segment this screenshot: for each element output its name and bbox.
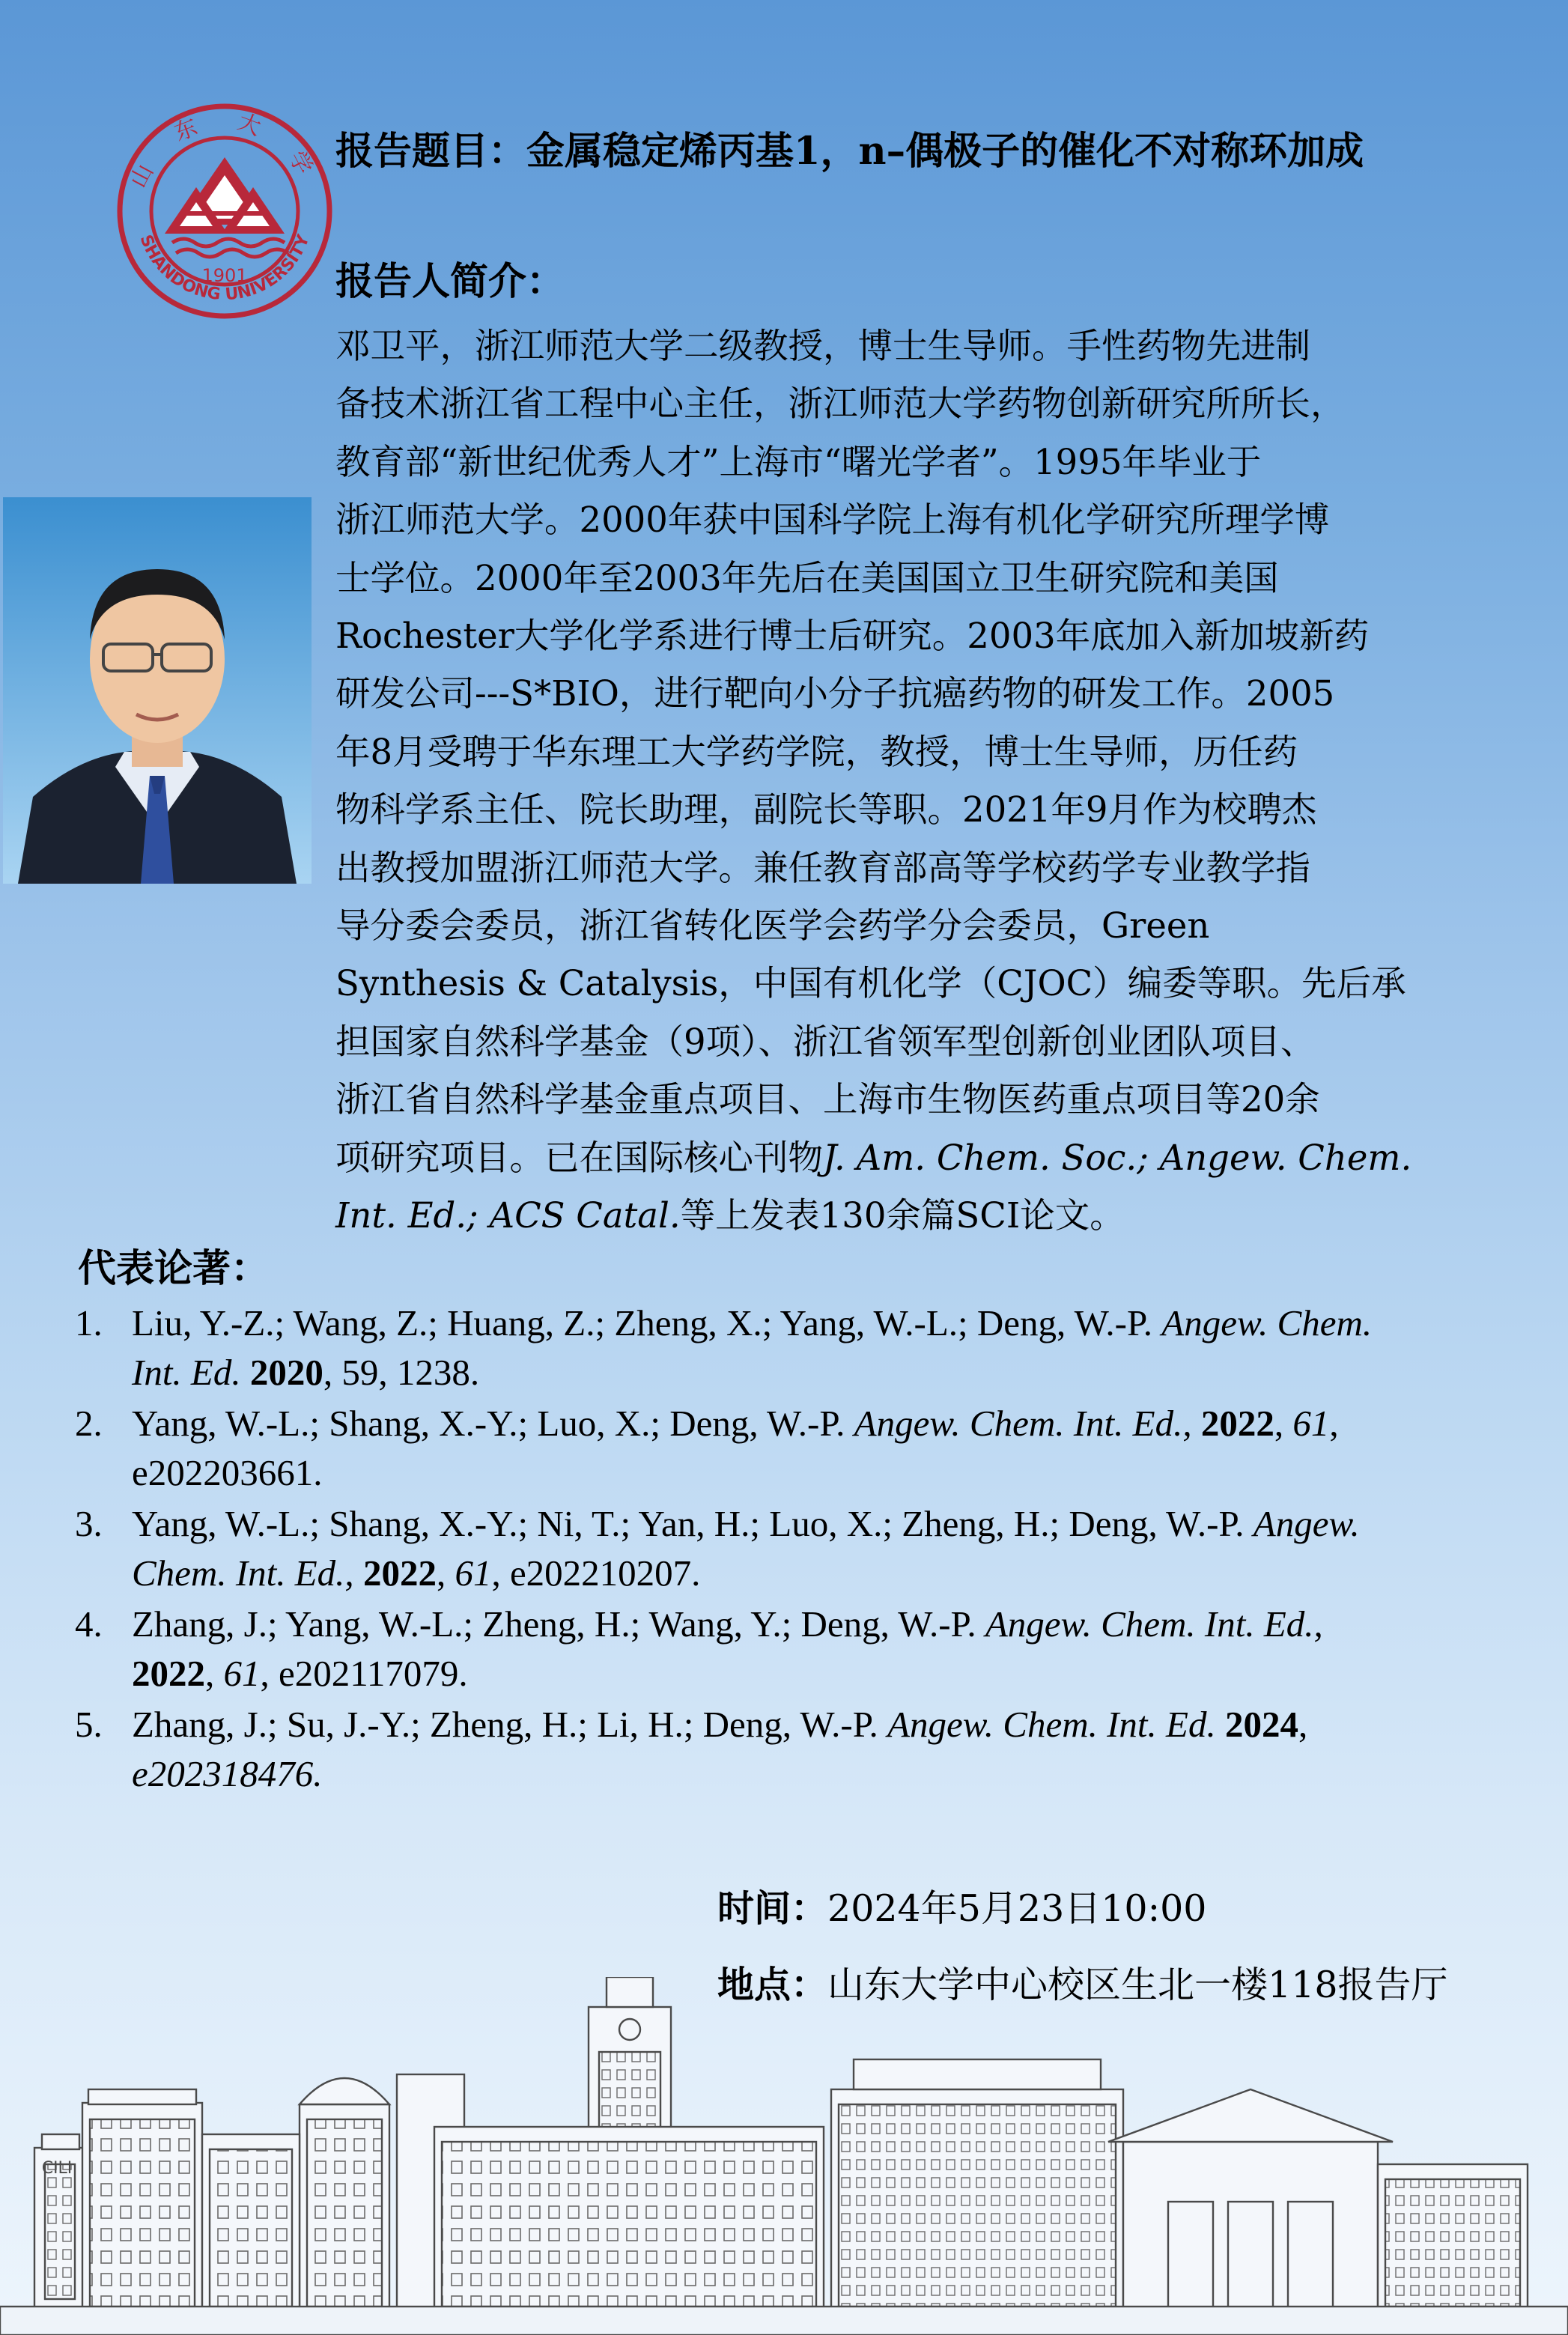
works-list (75, 1299, 1550, 1800)
item-number: 5. (75, 1704, 103, 1745)
bio-journals: Int. Ed.; ACS Catal. (335, 1195, 681, 1236)
work-authors: Zhang, J.; Yang, W.-L.; Zheng, H.; Wang, Y.; Deng, W.-P. (132, 1603, 985, 1645)
work-line: Zhang, J.; Su, J.-Y.; Zheng, H.; Li, H.; Deng, W.-P. Angew. Chem. Int. Ed. 2024, (132, 1704, 1308, 1745)
talk-title-text: 金属稳定烯丙基1，n–偶极子的催化不对称环加成 (526, 129, 1364, 174)
list-item (75, 1299, 1550, 1397)
work-year: 2020 (249, 1352, 323, 1393)
bio-line (335, 1187, 1520, 1245)
work-year: 2022 (1200, 1403, 1274, 1444)
work-journal: Angew. Chem. (1161, 1302, 1373, 1343)
work-year: 2024 (1224, 1704, 1298, 1745)
bio-text (335, 318, 1520, 1245)
bio-line: 导分委会委员，浙江省转化医学会药学分会委员，Green (335, 905, 1210, 947)
work-details: , e202210207. (491, 1552, 701, 1594)
sign-text: CILI (41, 2159, 73, 2178)
list-item (75, 1600, 1550, 1698)
list-item (75, 1399, 1550, 1498)
speaker-photo (3, 497, 312, 884)
item-number: 3. (75, 1503, 103, 1544)
bio-journals: J. Am. Chem. Soc.; Angew. Chem. (823, 1137, 1412, 1178)
work-line (132, 1299, 1550, 1348)
bio-text-part: 项研究项目。已在国际核心刊物 (335, 1137, 823, 1178)
bio-line: 邓卫平，浙江师范大学二级教授，博士生导师。手性药物先进制 (335, 326, 1310, 366)
bio-text-part: 等上发表130余篇SCI论文。 (680, 1195, 1125, 1236)
work-details: e202318476. (132, 1753, 323, 1794)
work-year: 2022 (132, 1653, 205, 1694)
work-details: , 59, 1238. (323, 1352, 480, 1393)
talk-title-label: 报告题目： (335, 129, 527, 174)
item-number: 1. (75, 1302, 103, 1343)
work-details: e202203661. (132, 1452, 323, 1493)
work-line (132, 1348, 1550, 1397)
bio-line: 士学位。2000年至2003年先后在美国国立卫生研究院和美国 (335, 557, 1279, 598)
work-line: Chem. Int. Ed., 2022, 61, e202210207. (132, 1552, 701, 1594)
logo-text: SHANDONG UNIVERSITY (136, 232, 314, 305)
list-item (75, 1700, 1550, 1799)
time-label: 时间： (717, 1886, 828, 1930)
work-line (132, 1448, 1550, 1498)
bio-line: 浙江师范大学。2000年获中国科学院上海有机化学研究所理学博 (335, 500, 1330, 541)
work-journal: Int. Ed. (132, 1352, 241, 1393)
list-item (75, 1499, 1550, 1598)
work-line: Yang, W.-L.; Shang, X.-Y.; Luo, X.; Deng, W.-P. Angew. Chem. Int. Ed., 2022, 61, (132, 1403, 1339, 1444)
work-authors: Yang, W.-L.; Shang, X.-Y.; Ni, T.; Yan, H.; Luo, X.; Zheng, H.; Deng, W.-P. (132, 1503, 1254, 1544)
work-authors: Liu, Y.-Z.; Wang, Z.; Huang, Z.; Zheng, X.; Yang, W.-L.; Deng, W.-P. (132, 1302, 1162, 1343)
work-volume: 61 (223, 1653, 261, 1694)
talk-title (335, 121, 1564, 181)
bio-line: 浙江省自然科学基金重点项目、上海市生物医药重点项目等20余 (335, 1079, 1320, 1120)
svg-text:山 东 大 学: 山 东 大 学 (125, 109, 324, 192)
work-volume: 61 (1292, 1403, 1330, 1444)
bio-line: Rochester大学化学系进行博士后研究。2003年底加入新加坡新药 (335, 616, 1370, 657)
bio-line: 担国家自然科学基金（9项）、浙江省领军型创新创业团队项目、 (335, 1021, 1316, 1062)
bio-line: 备技术浙江省工程中心主任，浙江师范大学药物创新研究所所长， (335, 383, 1346, 425)
bio-line: 教育部“新世纪优秀人才”上海市“曙光学者”。1995年毕业于 (335, 441, 1262, 482)
bio-line: 出教授加盟浙江师范大学。兼任教育部高等学校药学专业教学指 (335, 847, 1310, 888)
bio-line: 年8月受聘于华东理工大学药学院，教授，博士生导师，历任药 (335, 731, 1298, 772)
place-value: 山东大学中心校区生北一楼118报告厅 (827, 1964, 1448, 2006)
bio-heading: 报告人简介： (335, 259, 565, 304)
work-journal: Angew. Chem. Int. Ed., (854, 1403, 1192, 1444)
work-line: 2022, 61, e202117079. (132, 1653, 468, 1694)
time-value: 2024年5月23日10:00 (827, 1887, 1207, 1930)
bio-line (335, 1129, 1520, 1187)
work-authors: Zhang, J.; Su, J.-Y.; Zheng, H.; Li, H.; Deng, W.-P. (132, 1704, 888, 1745)
item-number: 2. (75, 1403, 103, 1444)
work-details: , e202117079. (260, 1653, 468, 1694)
work-journal: Chem. Int. Ed., (132, 1552, 354, 1594)
work-line (132, 1749, 1550, 1799)
campus-skyline-illustration (0, 1977, 1568, 2335)
work-authors: Yang, W.-L.; Shang, X.-Y.; Luo, X.; Deng, W.-P. (132, 1403, 854, 1444)
bio-line: 物科学系主任、院长助理，副院长等职。2021年9月作为校聘杰 (335, 789, 1317, 831)
event-time (717, 1878, 1206, 1939)
work-year: 2022 (362, 1552, 437, 1594)
logo-year: 1901 (201, 265, 248, 286)
work-journal: Angew. Chem. Int. Ed., (985, 1603, 1323, 1645)
bio-line: 研发公司---S*BIO，进行靶向小分子抗癌药物的研发工作。2005 (335, 673, 1335, 714)
work-journal: Angew. Chem. Int. Ed. (887, 1704, 1216, 1745)
works-heading: 代表论著： (78, 1246, 270, 1291)
work-line (132, 1600, 1550, 1649)
item-number: 4. (75, 1603, 103, 1645)
work-journal: Angew. (1253, 1503, 1360, 1544)
work-line (132, 1499, 1550, 1549)
work-volume: 61 (455, 1552, 492, 1594)
bio-line: Synthesis & Catalysis，中国有机化学（CJOC）编委等职。先后承 (335, 963, 1406, 1004)
place-label: 地点： (717, 1963, 828, 2006)
shandong-university-logo (112, 99, 337, 324)
